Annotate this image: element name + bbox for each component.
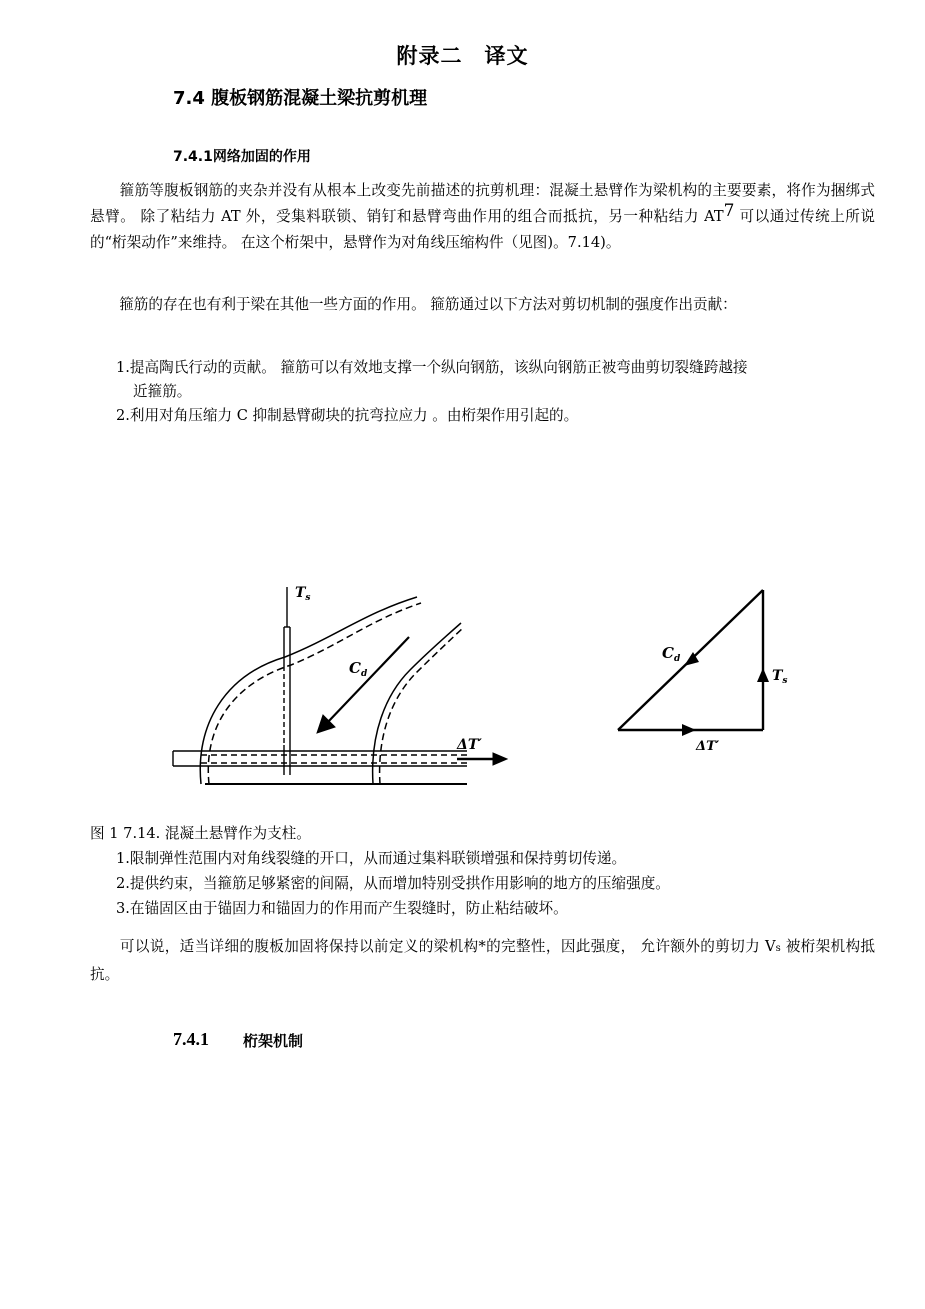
paragraph-1 — [90, 178, 875, 256]
list-item: 1.限制弹性范围内对角线裂缝的开口，从而通过集料联锁增强和保持剪切传递。 — [116, 850, 627, 867]
paragraph-3-subscript: s — [775, 943, 781, 954]
ts-label: $T_s$ — [772, 668, 788, 686]
paragraph-2: 箍筋的存在也有利于梁在其他一些方面的作用。 箍筋通过以下方法对剪切机制的强度作出贡献： — [90, 296, 737, 313]
paragraph-1-part-a: 箍筋等腹板钢筋的夹杂并没有从根本上改变先前描述的抗剪机理：混凝土悬臂作为梁机构的主要要素，将作为捆绑式悬臂。 除了粘结力 AT 外，受集料联锁、销钉和悬臂弯曲作用的组合而抵抗，另一种粘结力 AT — [90, 182, 875, 225]
stirrup — [284, 587, 290, 775]
paragraph-3-part-a: 可以说，适当详细的腹板加固将保持以前定义的梁机构*的完整性，因此强度， 允许额外的剪切力 V — [90, 938, 776, 955]
list-item: 近箍筋。 — [133, 383, 192, 400]
cd-label: $C_d$ — [349, 659, 368, 679]
crack-outlines — [200, 597, 464, 784]
paragraph-3-part-b: 被桁架机构抵抗。 — [90, 938, 876, 983]
subsection-number: 7.4.1 — [173, 1029, 209, 1049]
cd-label: $C_d$ — [662, 644, 681, 664]
longitudinal-bar — [173, 751, 467, 784]
paragraph-1-part-b: 可以通过传统上所说的“桁架动作”来维持。 在这个桁架中，悬臂作为对角线压缩构件（见图)。7.14)。 — [90, 208, 875, 251]
ts-arrowhead — [757, 668, 769, 682]
figure-caption: 图 1 7.14. 混凝土悬臂作为支柱。 — [90, 825, 311, 842]
figure-force-triangle — [600, 580, 810, 760]
section-heading: 7.4 腹板钢筋混凝土梁抗剪机理 — [173, 88, 428, 109]
paragraph-3 — [90, 934, 875, 988]
subsection-title: 桁架机制 — [243, 1032, 304, 1050]
delta-t-label: ΔT′ — [696, 739, 720, 754]
list-item: 2.利用对角压缩力 C 抑制悬臂砌块的抗弯拉应力 。由桁架作用引起的。 — [116, 407, 579, 424]
appendix-title: 附录二 译文 — [396, 44, 529, 68]
delta-t-arrowhead — [682, 724, 696, 736]
ts-label: $T_s$ — [295, 585, 311, 603]
list-item: 3.在锚固区由于锚固力和锚固力的作用而产生裂缝时，防止粘结破坏。 — [116, 900, 568, 917]
cd-arrow — [317, 637, 409, 733]
list-item: 1.提高陶氏行动的贡献。 箍筋可以有效地支撑一个纵向钢筋，该纵向钢筋正被弯曲剪切裂缝跨越接 — [116, 359, 748, 376]
list-item: 2.提供约束，当箍筋足够紧密的间隔，从而增加特别受拱作用影响的地方的压缩强度。 — [116, 875, 670, 892]
subsection-heading: 7.4.1网络加固的作用 — [173, 149, 311, 165]
paragraph-1-superscript: 7 — [723, 201, 735, 221]
delta-t-label: ΔT′ — [457, 737, 482, 753]
figure-cantilever-diagram — [165, 575, 525, 795]
